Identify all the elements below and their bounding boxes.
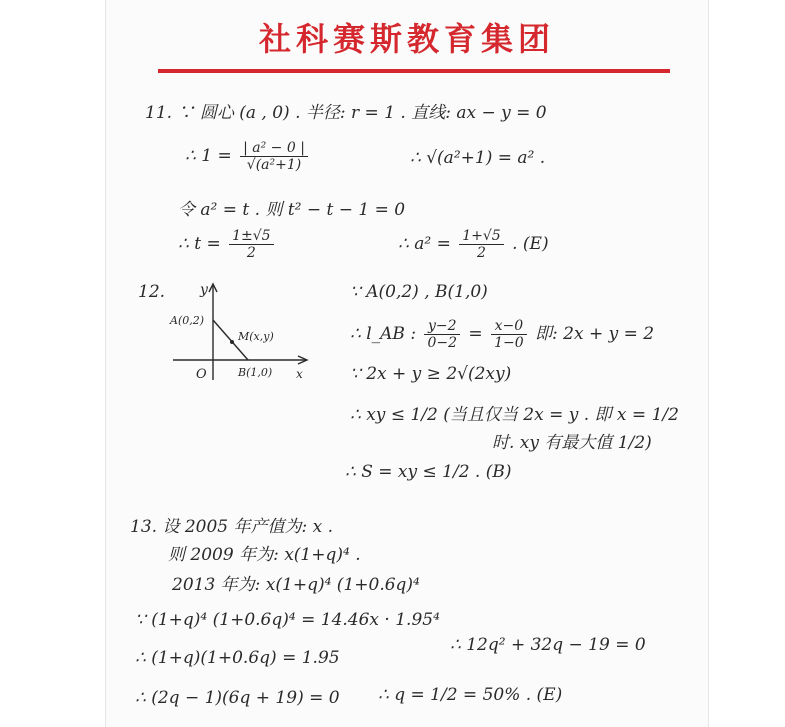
- q12-graph-point-a-label: A(0,2): [170, 314, 205, 327]
- q12-graph-point-m-label: M(x,y): [238, 330, 274, 343]
- q12-number: 12.: [138, 282, 166, 302]
- q12-line2-lhs: ∴ l_AB :: [350, 324, 417, 344]
- q12-line2-equals: =: [468, 324, 483, 344]
- q12-line4: ∴ xy ≤ 1/2 (当且仅当 2x = y . 即 x = 1/2: [350, 405, 679, 425]
- q12-line2-fraction-1-numerator: y−2: [424, 318, 460, 335]
- q11-line1: 11. ∵ 圆心 (a , 0) . 半径: r = 1 . 直线: ax − y = 0: [145, 103, 547, 123]
- q11-line4-right-lhs: ∴ a² =: [398, 234, 451, 254]
- q12-line5: 时. xy 有最大值 1/2): [492, 433, 652, 453]
- q11-line4-right-fraction: [459, 228, 503, 261]
- q12-coordinate-graph: [168, 280, 318, 390]
- q12-line2-fraction-2-numerator: x−0: [491, 318, 527, 335]
- q13-line4: ∵ (1+q)⁴ (1+0.6q)⁴ = 14.46x · 1.95⁴: [135, 610, 440, 630]
- q12-graph-point-b-label: B(1,0): [238, 366, 273, 379]
- q11-line4-right-numerator: 1+√5: [459, 228, 503, 245]
- q11-line4-right-denominator: 2: [477, 245, 486, 261]
- q12-line3: ∵ 2x + y ≥ 2√(2xy): [350, 364, 512, 384]
- q11-line2-denominator: √(a²+1): [246, 157, 302, 173]
- q11-line3: 令 a² = t . 则 t² − t − 1 = 0: [178, 200, 406, 220]
- q11-line2-numerator: | a² − 0 |: [240, 140, 308, 157]
- q11-line4-denominator: 2: [246, 245, 256, 261]
- q11-line2-lhs: ∴ 1 =: [185, 146, 232, 166]
- q11-line2-fraction: [240, 140, 308, 173]
- q12-line1: ∵ A(0,2) , B(1,0): [350, 282, 488, 302]
- q11-line4-answer: . (E): [512, 234, 549, 254]
- q11-line2: [185, 140, 311, 173]
- q13-line1: 13. 设 2005 年产值为: x .: [130, 517, 334, 537]
- q12-graph-y-label: y: [200, 282, 208, 298]
- header-divider: [158, 69, 670, 73]
- q12-line2-rhs: 即: 2x + y = 2: [535, 324, 655, 344]
- q12-graph-x-label: x: [296, 367, 303, 381]
- q12-line2-fraction-1-denominator: 0−2: [427, 335, 458, 351]
- q11-line4-lhs: ∴ t =: [178, 234, 221, 254]
- q12-graph-origin-label: O: [196, 367, 207, 382]
- page-header-title: 社科赛斯教育集团: [258, 20, 555, 58]
- q11-line4-right: [398, 228, 549, 261]
- q12-line2-fraction-2: [491, 318, 527, 351]
- q13-line6-right: ∴ q = 1/2 = 50% . (E): [378, 685, 563, 705]
- q12-graph-point-m: [230, 340, 234, 344]
- q13-line2: 则 2009 年为: x(1+q)⁴ .: [168, 545, 361, 565]
- q12-line2-fraction-1: [424, 318, 460, 351]
- q12-line2: [350, 318, 654, 351]
- q11-line4-numerator: 1±√5: [229, 228, 273, 245]
- q13-line5: ∴ (1+q)(1+0.6q) = 1.95: [135, 648, 340, 668]
- q13-line3: 2013 年为: x(1+q)⁴ (1+0.6q)⁴: [172, 575, 420, 595]
- q12-line2-fraction-2-denominator: 1−0: [494, 335, 524, 351]
- q11-line4-fraction: [229, 228, 273, 261]
- q13-line5-right: ∴ 12q² + 32q − 19 = 0: [450, 635, 646, 655]
- q11-line4: [178, 228, 277, 261]
- q11-line2-right: ∴ √(a²+1) = a² .: [410, 148, 546, 168]
- q13-line6: ∴ (2q − 1)(6q + 19) = 0: [135, 688, 340, 708]
- q12-line6: ∴ S = xy ≤ 1/2 . (B): [345, 462, 512, 482]
